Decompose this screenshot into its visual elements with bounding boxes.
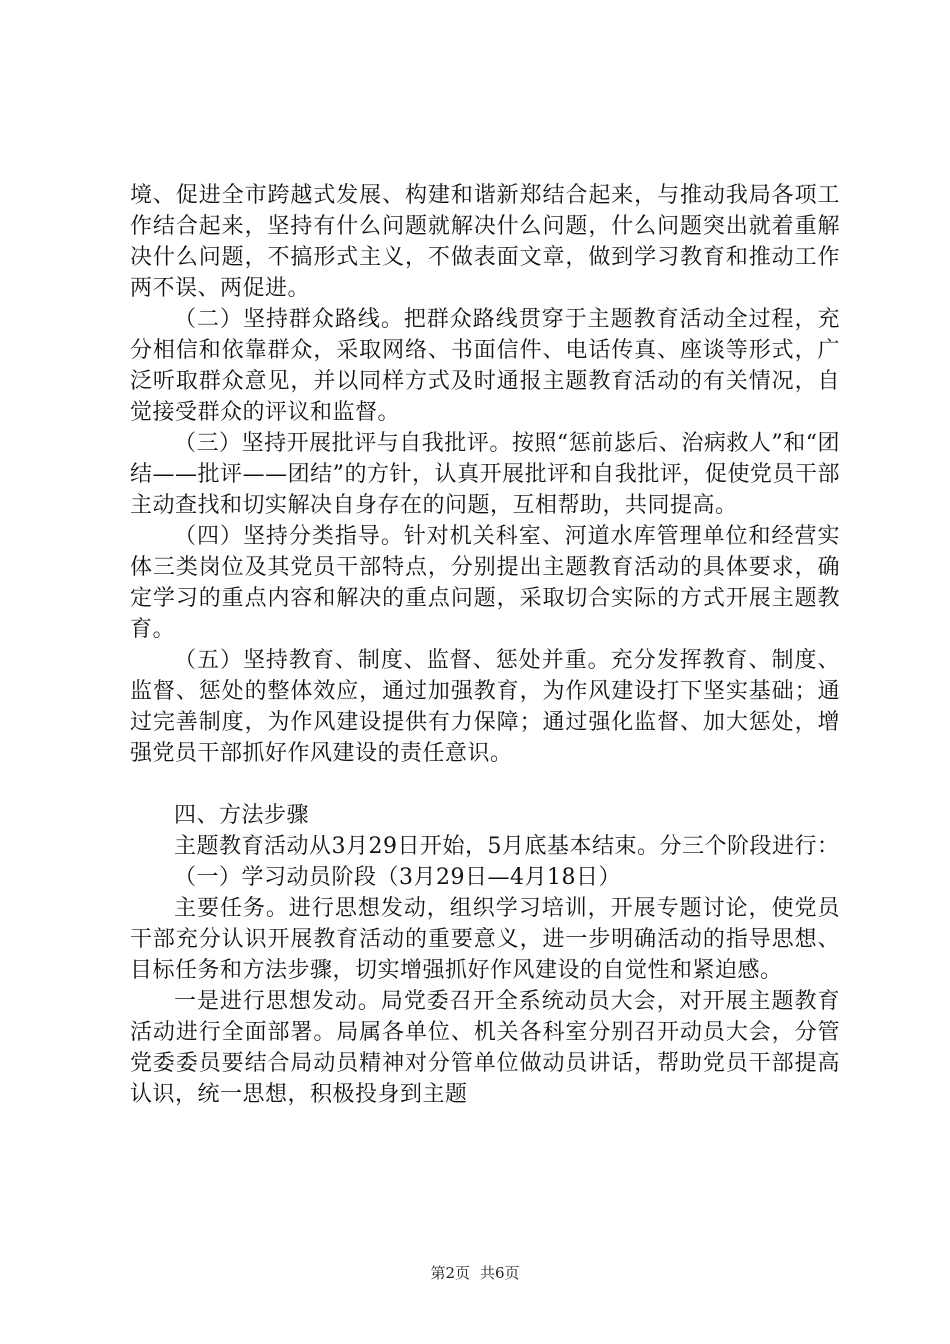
paragraph: 境、促进全市跨越式发展、构建和谐新郑结合起来，与推动我局各项工作结合起来，坚持有什么问题就解决什么问题，什么问题突出就着重解决什么问题，不搞形式主义，不做表面文章，做到学习教育和推动工作两不误、两促进。 xyxy=(130,183,840,301)
section-heading: 四、方法步骤 xyxy=(174,803,310,828)
page-total: 共6页 xyxy=(480,1264,520,1282)
page-footer xyxy=(0,1262,950,1283)
paragraph: （三）坚持开展批评与自我批评。按照“惩前毖后、治病救人”和“团结——批评——团结”的方针，认真开展批评和自我批评，促使党员干部主动查找和切实解决自身存在的问题，互相帮助，共同提高。 xyxy=(130,431,840,518)
subsection-heading: （一）学习动员阶段（3月29日—4月18日） xyxy=(174,865,621,890)
paragraph: 主要任务。进行思想发动，组织学习培训，开展专题讨论，使党员干部充分认识开展教育活动的重要意义，进一步明确活动的指导思想、目标任务和方法步骤，切实增强抓好作风建设的自觉性和紧迫感。 xyxy=(130,896,840,983)
page-number: 第2页 xyxy=(430,1264,470,1282)
paragraph: （五）坚持教育、制度、监督、惩处并重。充分发挥教育、制度、监督、惩处的整体效应，通过加强教育，为作风建设打下坚实基础；通过完善制度，为作风建设提供有力保障；通过强化监督、加大惩处，增强党员干部抓好作风建设的责任意识。 xyxy=(130,648,840,766)
paragraph: 一是进行思想发动。局党委召开全系统动员大会，对开展主题教育活动进行全面部署。局属各单位、机关各科室分别召开动员大会，分管党委委员要结合局动员精神对分管单位做动员讲话，帮助党员干部提高认识，统一思想，积极投身到主题 xyxy=(130,989,840,1107)
paragraph: （四）坚持分类指导。针对机关科室、河道水库管理单位和经营实体三类岗位及其党员干部特点，分别提出主题教育活动的具体要求，确定学习的重点内容和解决的重点问题，采取切合实际的方式开展主题教育。 xyxy=(130,524,840,642)
paragraph: 主题教育活动从3月29日开始，5月底基本结束。分三个阶段进行： xyxy=(174,834,840,859)
paragraph: （二）坚持群众路线。把群众路线贯穿于主题教育活动全过程，充分相信和依靠群众，采取网络、书面信件、电话传真、座谈等形式，广泛听取群众意见，并以同样方式及时通报主题教育活动的有关情况，自觉接受群众的评议和监督。 xyxy=(130,307,840,425)
document-body xyxy=(130,180,840,1110)
